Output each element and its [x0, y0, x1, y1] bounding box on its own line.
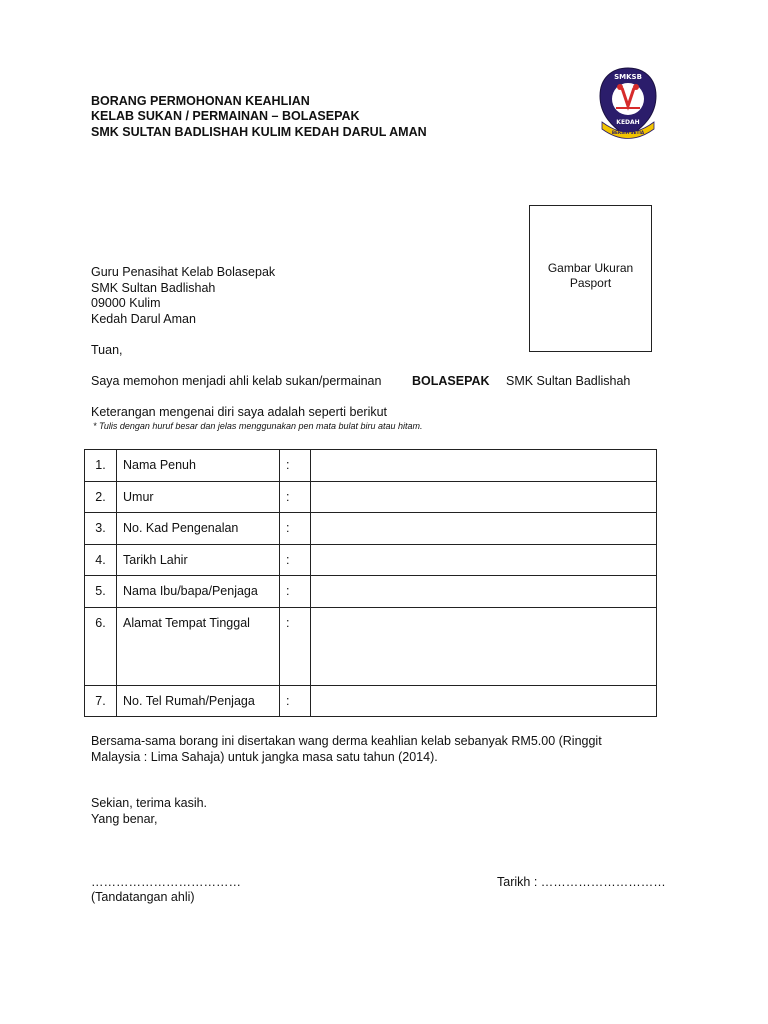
request-prefix: Saya memohon menjadi ahli kelab sukan/permainan	[91, 374, 382, 388]
photo-label-line2: Pasport	[569, 275, 612, 290]
passport-photo-box	[529, 205, 652, 352]
school-name: SMK SULTAN BADLISHAH KULIM KEDAH DARUL AMAN	[91, 125, 427, 139]
field-colon: :	[280, 685, 311, 717]
field-colon: :	[280, 607, 311, 685]
nama-penjaga-field[interactable]	[311, 576, 657, 608]
field-colon: :	[280, 544, 311, 576]
kad-pengenalan-field[interactable]	[311, 513, 657, 545]
table-row	[85, 685, 657, 717]
request-suffix: SMK Sultan Badlishah	[506, 374, 631, 388]
table-row	[85, 450, 657, 482]
salutation: Tuan,	[91, 343, 123, 357]
row-number: 3.	[85, 513, 117, 545]
address-line: Kedah Darul Aman	[91, 312, 196, 326]
field-label: No. Tel Rumah/Penjaga	[117, 685, 280, 717]
tarikh-lahir-field[interactable]	[311, 544, 657, 576]
row-number: 5.	[85, 576, 117, 608]
no-tel-field[interactable]	[311, 685, 657, 717]
instruction-note: * Tulis dengan huruf besar dan jelas menggunakan pen mata bulat biru atau hitam.	[93, 421, 423, 431]
club-name: BOLASEPAK	[412, 374, 490, 388]
row-number: 2.	[85, 481, 117, 513]
address-line: SMK Sultan Badlishah	[91, 281, 216, 295]
school-logo	[596, 66, 660, 140]
photo-label-line1: Gambar Ukuran	[547, 261, 634, 275]
logo-ribbon-text: BERSIH SETIA	[611, 130, 645, 135]
closing-line: Yang benar,	[91, 812, 158, 826]
row-number: 1.	[85, 450, 117, 482]
field-colon: :	[280, 576, 311, 608]
field-label: Alamat Tempat Tinggal	[117, 607, 280, 685]
field-colon: :	[280, 513, 311, 545]
address-line: Guru Penasihat Kelab Bolasepak	[91, 265, 276, 279]
form-title: BORANG PERMOHONAN KEAHLIAN	[91, 94, 310, 108]
date-field[interactable]: Tarikh : …………………………	[497, 875, 666, 889]
row-number: 6.	[85, 607, 117, 685]
table-row	[85, 544, 657, 576]
field-label: Tarikh Lahir	[117, 544, 280, 576]
fee-text-line: Bersama-sama borang ini disertakan wang derma keahlian kelab sebanyak RM5.00 (Ringgit	[91, 734, 602, 748]
field-label: Nama Ibu/bapa/Penjaga	[117, 576, 280, 608]
closing-line: Sekian, terima kasih.	[91, 796, 208, 810]
nama-penuh-field[interactable]	[311, 450, 657, 482]
field-colon: :	[280, 450, 311, 482]
logo-middle-text: KEDAH	[616, 119, 640, 126]
field-label: Umur	[117, 481, 280, 513]
address-line: 09000 Kulim	[91, 296, 161, 310]
form-subtitle: KELAB SUKAN / PERMAINAN – BOLASEPAK	[91, 109, 360, 123]
fee-text-line: Malaysia : Lima Sahaja) untuk jangka masa satu tahun (2014).	[91, 750, 438, 764]
table-row	[85, 576, 657, 608]
field-colon: :	[280, 481, 311, 513]
umur-field[interactable]	[311, 481, 657, 513]
row-number: 7.	[85, 685, 117, 717]
alamat-field[interactable]	[311, 607, 657, 685]
applicant-details-table	[84, 449, 657, 717]
intro-text: Keterangan mengenai diri saya adalah seperti berikut	[91, 405, 388, 419]
logo-top-text: SMKSB	[614, 73, 642, 81]
field-label: No. Kad Pengenalan	[117, 513, 280, 545]
table-row	[85, 481, 657, 513]
signature-label: (Tandatangan ahli)	[91, 890, 195, 904]
table-row	[85, 513, 657, 545]
signature-line[interactable]: ………………………………	[91, 875, 241, 889]
field-label: Nama Penuh	[117, 450, 280, 482]
row-number: 4.	[85, 544, 117, 576]
table-row	[85, 607, 657, 685]
